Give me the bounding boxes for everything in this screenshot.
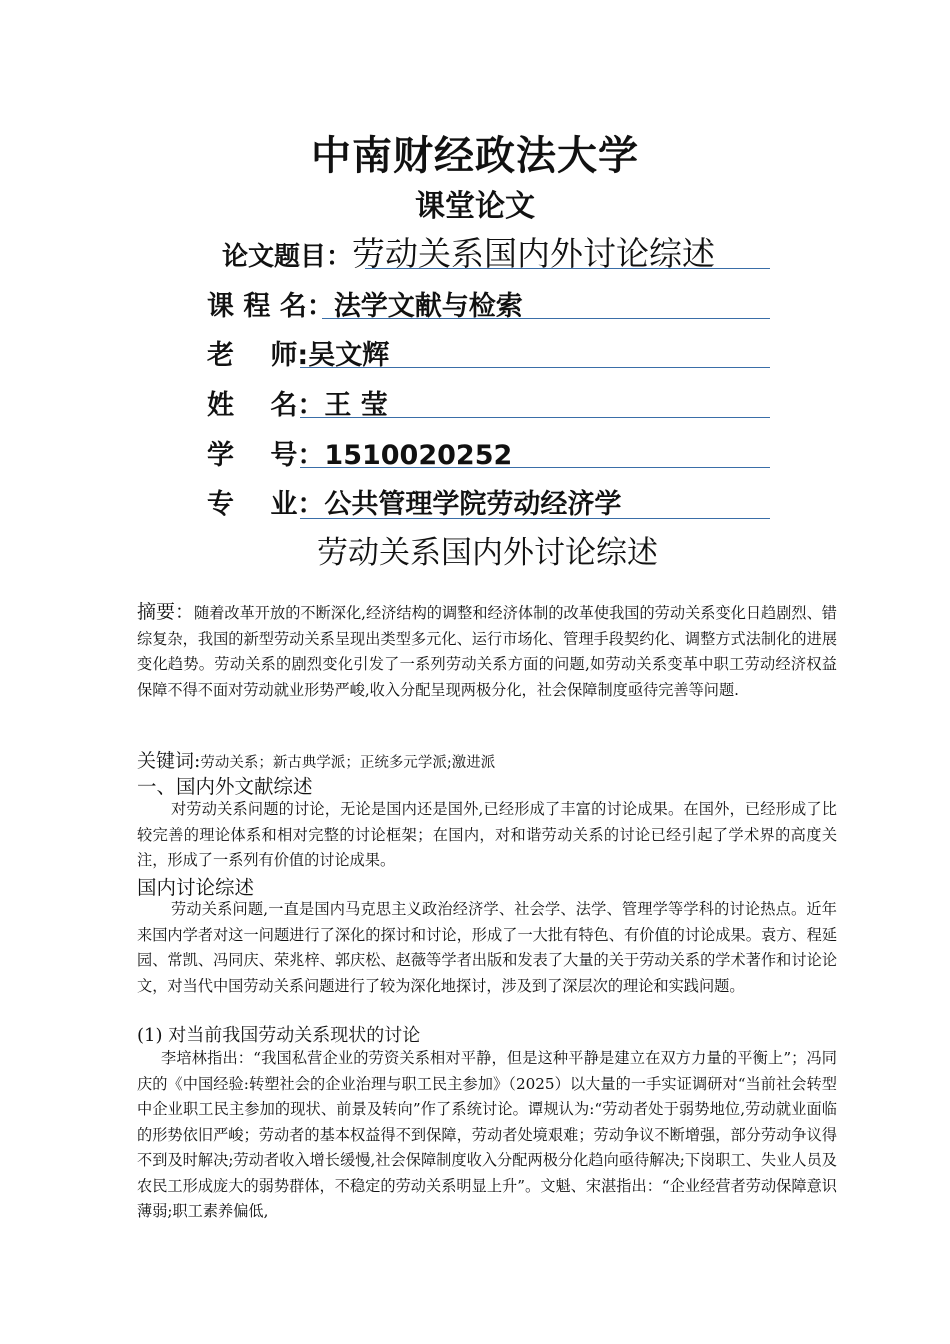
keywords-text: 劳动关系；新古典学派；正统多元学派;激进派 (200, 755, 496, 771)
thesis-title-label: 论文题目： (222, 242, 353, 272)
paper-type: 课堂论文 (415, 189, 535, 224)
thesis-title-row (222, 228, 716, 273)
thesis-title-underline (365, 268, 770, 269)
document-heading: 劳动关系国内外讨论综述 (317, 535, 658, 571)
keywords-line (137, 746, 837, 773)
subsection-paragraph-current-status: 李培林指出：“我国私营企业的劳资关系相对平静，但是这种平静是建立在双方力量的平衡上”；冯同庆的《中国经验:转塑社会的企业治理与职工民主参加》（2025）以大量的一手实证调研对“当前社会转型中企业职工民主参加的现状、前景及转向”作了系统讨论。谭规认为:“劳动者处于弱势地位,劳动就业面临的形势依旧严峻；劳动者的基本权益得不到保障，劳动者处境艰难；劳动争议不断增强，部分劳动争议得不到及时解决;劳动者收入增长缓慢,社会保障制度收入分配两极分化趋向亟待解决;下岗职工、失业人员及农民工形成庞大的弱势群体，不稳定的劳动关系明显上升”。文魁、宋湛指出：“企业经营者劳动保障意识薄弱;职工素养偏低, (137, 1049, 837, 1220)
abstract-paragraph (137, 600, 837, 703)
course-value: 法学文献与检索 (333, 291, 523, 322)
course-underline (322, 318, 770, 319)
major-value: 公共管理学院劳动经济学 (324, 489, 622, 520)
subsection-title-current-status: (1) 对当前我国劳动关系现状的讨论 (137, 1025, 421, 1046)
teacher-label: 老 师: (207, 340, 309, 371)
student-id-label: 学 号： (207, 440, 325, 471)
name-underline (300, 417, 770, 418)
teacher-value: 吴文辉 (308, 340, 390, 371)
major-underline (300, 518, 770, 519)
name-label: 姓 名： (207, 390, 325, 421)
major-label: 专 业： (207, 489, 325, 520)
section-title-literature-review: 一、国内外文献综述 (137, 775, 313, 798)
course-label: 课 程 名： (207, 291, 334, 322)
section-title-domestic-research: 国内讨论综述 (137, 876, 255, 899)
student-id-value: 1510020252 (324, 440, 513, 471)
university-name: 中南财经政法大学 (311, 133, 639, 179)
keywords-label: 关键词: (137, 750, 201, 772)
section-paragraph-domestic-research: 劳动关系问题,一直是国内马克思主义政治经济学、社会学、法学、管理学等学科的讨论热点。近年来国内学者对这一问题进行了深化的探讨和讨论，形成了一大批有特色、有价值的讨论成果。袁方、程延园、常凯、冯同庆、荣兆梓、郭庆松、赵薇等学者出版和发表了大量的关于劳动关系的学术著作和讨论论文，对当代中国劳动关系问题进行了较为深化地探讨，涉及到了深层次的理论和实践问题。 (137, 900, 837, 995)
name-value: 王 莹 (324, 390, 388, 421)
major-row (207, 482, 621, 521)
student-id-underline (300, 467, 770, 468)
teacher-underline (300, 367, 770, 368)
thesis-title-value: 劳动关系国内外讨论综述 (352, 234, 716, 273)
abstract-text: 随着改革开放的不断深化,经济结构的调整和经济体制的改革使我国的劳动关系变化日趋剧烈、错综复杂，我国的新型劳动关系呈现出类型多元化、运行市场化、管理手段契约化、调整方式法制化的进展变化趋势。劳动关系的剧烈变化引发了一系列劳动关系方面的问题,如劳动关系变革中职工劳动经济权益保障不得不面对劳动就业形势严峻,收入分配呈现两极分化，社会保障制度亟待完善等问题. (137, 604, 837, 699)
abstract-label: 摘要： (137, 601, 195, 623)
section-paragraph-literature-review: 对劳动关系问题的讨论，无论是国内还是国外,已经形成了丰富的讨论成果。在国外，已经形成了比较完善的理论体系和相对完整的讨论框架；在国内，对和谐劳动关系的讨论已经引起了学术界的高度关注，形成了一系列有价值的讨论成果。 (137, 800, 837, 869)
